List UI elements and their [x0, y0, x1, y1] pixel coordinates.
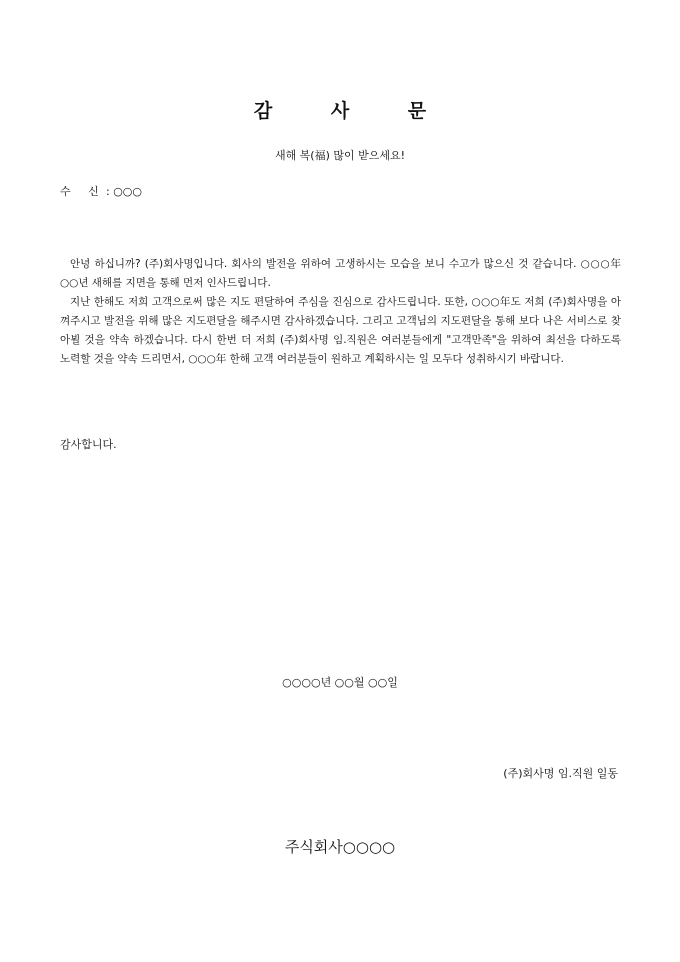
- document-subtitle: 새해 복(福) 많이 받으세요!: [274, 149, 406, 162]
- body-paragraph: 지난 한해도 저희 고객으로써 많은 지도 편달하여 주심을 진심으로 감사드립니다. 또한, ○○○年도 저희 (주)회사명을 아껴주시고 발전을 위해 많은 지도편달을 해주시면 감사하겠습니다. 그리고 고객님의 지도편달을 통해 보다 나은 서비스로 찾아뵐 것을 약속 하겠습니다. 다시 한번 더 저희 (주)회사명 임.직원은 여러분들에게 "고객만족"을 위하여 최선을 다하도록 노력할 것을 약속 드리면서, ○○○年 한해 고객 여러분들이 원하고 계획하시는 일 모두다 성취하시기 바랍니다.: [60, 296, 621, 365]
- document-date: ○○○○년 ○○월 ○○일: [282, 676, 398, 689]
- body-text: [60, 255, 621, 369]
- body-paragraph: 안녕 하십니까? (주)회사명입니다. 회사의 발전을 위하여 고생하시는 모습을 보니 수고가 많으신 것 같습니다. ○○○年 ○○년 새해를 지면을 통해 먼저 인사드립니다.: [60, 258, 621, 289]
- recipient-value: : ○○○: [106, 185, 142, 198]
- company-name: 주식회사○○○○: [284, 838, 396, 856]
- document-title: 감 사 문: [253, 100, 453, 122]
- closing-text: 감사합니다.: [60, 438, 117, 451]
- recipient-label: 수 신: [60, 185, 99, 198]
- sender-line: (주)회사명 임.직원 일동: [503, 767, 618, 780]
- recipient-line: [60, 183, 142, 199]
